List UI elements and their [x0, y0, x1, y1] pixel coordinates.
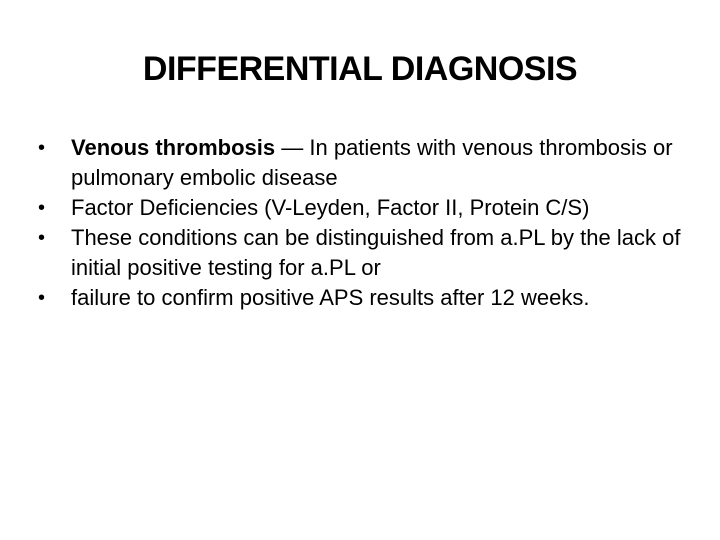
bullet-text: — In patients with venous thrombosis or pulmonary embolic disease [71, 135, 673, 190]
bullet-text: failure to confirm positive APS results after 12 weeks. [71, 285, 590, 310]
bullet-item-venous-thrombosis [38, 133, 698, 193]
bullet-heading: Venous thrombosis [71, 135, 276, 160]
bullet-text: Factor Deficiencies (V-Leyden, Factor II, Protein C/S) [71, 195, 590, 220]
bullet-icon: • [38, 227, 46, 249]
bullet-list [38, 133, 698, 313]
bullet-icon: • [38, 197, 46, 219]
bullet-item-factor-deficiencies [38, 193, 698, 223]
bullet-icon: • [38, 287, 46, 309]
slide-title: DIFFERENTIAL DIAGNOSIS [142, 50, 578, 88]
bullet-icon: • [38, 137, 46, 159]
bullet-item-failure-to-confirm [38, 283, 698, 313]
bullet-item-distinguished [38, 223, 698, 283]
bullet-text: These conditions can be distinguished from a.PL by the lack of initial positive testing for a.PL or [71, 225, 681, 280]
